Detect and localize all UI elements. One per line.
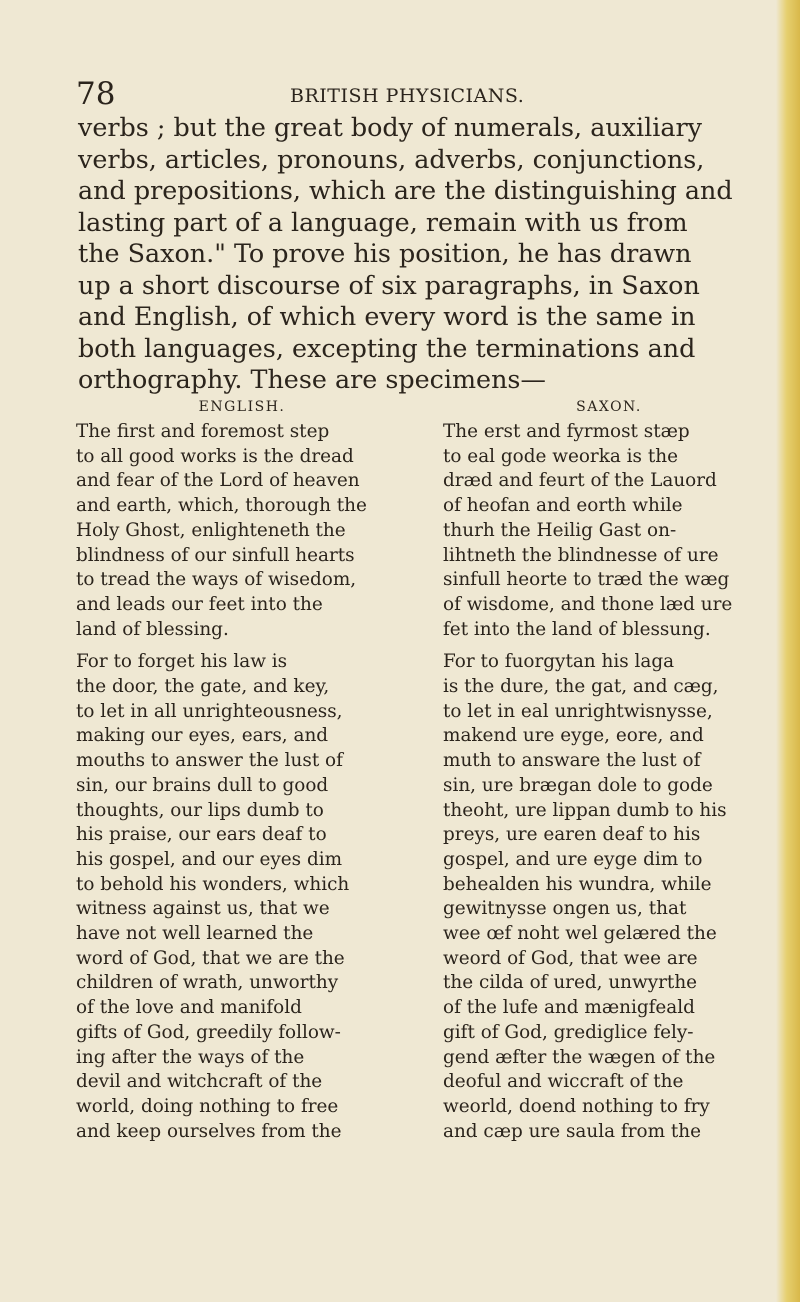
text-line: blindness of our sinfull hearts xyxy=(76,544,355,566)
text-line: his gospel, and our eyes dim xyxy=(76,848,343,870)
text-line: weord of God, that wee are xyxy=(443,947,698,969)
text-line: preys, ure earen deaf to his xyxy=(443,824,701,846)
text-line: witness against us, that we xyxy=(76,898,330,920)
text-line: verbs, articles, pronouns, adverbs, conjunctions, xyxy=(78,143,705,174)
text-line: gewitnysse ongen us, that xyxy=(443,898,687,920)
text-line: makend ure eyge, eore, and xyxy=(443,725,704,747)
saxon-paragraph-2 xyxy=(443,650,775,1144)
text-line: orthography. These are specimens— xyxy=(78,364,546,394)
text-line: The first and foremost step xyxy=(76,421,330,442)
column-heading: ENGLISH. xyxy=(198,399,286,415)
english-column xyxy=(76,396,408,1144)
text-line: and cæp ure saula from the xyxy=(443,1120,702,1142)
text-line: thurh the Heilig Gast on- xyxy=(443,519,677,541)
text-line: making our eyes, ears, and xyxy=(76,725,329,747)
text-line: to let in all unrighteousness, xyxy=(76,700,343,722)
text-line: the Saxon." To prove his position, he has drawn xyxy=(78,238,692,268)
text-line: theoht, ure lippan dumb to his xyxy=(443,799,727,821)
text-line: the cilda of ured, unwyrthe xyxy=(443,972,698,994)
text-line: sin, ure brægan dole to gode xyxy=(443,774,713,796)
page-header xyxy=(76,76,756,112)
text-line: and fear of the Lord of heaven xyxy=(76,470,360,492)
text-line: mouths to answer the lust of xyxy=(76,750,343,772)
text-line: lasting part of a language, remain with us from xyxy=(78,206,688,237)
text-line: and English, of which every word is the same in xyxy=(78,301,696,331)
text-line: behealden his wundra, while xyxy=(443,873,712,895)
text-line: land of blessing. xyxy=(76,618,229,640)
text-line: up a short discourse of six paragraphs, in Saxon xyxy=(78,269,700,300)
page-number: 78 xyxy=(76,76,116,112)
page-edge xyxy=(776,0,800,1302)
text-line: For to fuorgytan his laga xyxy=(443,651,675,673)
text-line: to behold his wonders, which xyxy=(76,873,350,895)
text-line: is the dure, the gat, and cæg, xyxy=(443,676,719,698)
saxon-column xyxy=(443,396,775,1144)
text-line: gospel, and ure eyge dim to xyxy=(443,848,703,870)
text-line: and leads our feet into the xyxy=(76,593,323,615)
text-line: muth to answare the lust of xyxy=(443,750,701,772)
text-line: The erst and fyrmost stæp xyxy=(443,421,690,442)
text-line: gift of God, grediglice fely- xyxy=(443,1021,694,1043)
text-line: to tread the ways of wisedom, xyxy=(76,569,357,591)
text-line: and prepositions, which are the distinguishing and xyxy=(78,175,733,205)
text-line: of heofan and eorth while xyxy=(443,495,683,517)
text-line: and keep ourselves from the xyxy=(76,1120,342,1142)
text-line: to let in eal unrightwisnysse, xyxy=(443,700,713,722)
text-line: both languages, excepting the terminations and xyxy=(78,332,696,363)
text-line: world, doing nothing to free xyxy=(76,1095,339,1117)
column-heading: SAXON. xyxy=(576,399,642,415)
text-line: to all good works is the dread xyxy=(76,445,354,467)
running-title: BRITISH PHYSICIANS. xyxy=(290,85,525,107)
text-line: to eal gode weorka is the xyxy=(443,445,678,467)
text-line: of the lufe and mænigfeald xyxy=(443,997,695,1019)
text-line: gifts of God, greedily follow- xyxy=(76,1021,341,1043)
text-line: gend æfter the wægen of the xyxy=(443,1046,716,1068)
english-paragraph-1 xyxy=(76,420,408,642)
text-line: dræd and feurt of the Lauord xyxy=(443,470,717,492)
text-line: deoful and wiccraft of the xyxy=(443,1071,684,1093)
english-paragraph-2 xyxy=(76,650,408,1144)
text-line: sin, our brains dull to good xyxy=(76,774,329,796)
text-line: the door, the gate, and key, xyxy=(76,676,330,698)
text-line: verbs ; but the great body of numerals, auxiliary xyxy=(78,112,702,142)
text-line: devil and witchcraft of the xyxy=(76,1071,323,1093)
text-line: of wisdome, and thone læd ure xyxy=(443,593,733,615)
text-line: and earth, which, thorough the xyxy=(76,495,367,517)
text-line: have not well learned the xyxy=(76,923,314,945)
saxon-paragraph-1 xyxy=(443,420,775,642)
text-line: lihtneth the blindnesse of ure xyxy=(443,544,719,566)
text-line: his praise, our ears deaf to xyxy=(76,824,327,846)
text-line: wee œf noht wel gelæred the xyxy=(443,923,717,945)
text-line: weorld, doend nothing to fry xyxy=(443,1095,710,1117)
text-line: children of wrath, unworthy xyxy=(76,972,339,994)
text-line: For to forget his law is xyxy=(76,651,288,673)
text-line: word of God, that we are the xyxy=(76,947,345,969)
text-line: sinfull heorte to træd the wæg xyxy=(443,569,730,591)
text-line: ing after the ways of the xyxy=(76,1046,305,1068)
text-line: thoughts, our lips dumb to xyxy=(76,799,324,821)
text-line: fet into the land of blessung. xyxy=(443,618,711,640)
text-line: of the love and manifold xyxy=(76,997,302,1019)
text-line: Holy Ghost, enlighteneth the xyxy=(76,519,346,541)
intro-paragraph xyxy=(78,112,758,396)
